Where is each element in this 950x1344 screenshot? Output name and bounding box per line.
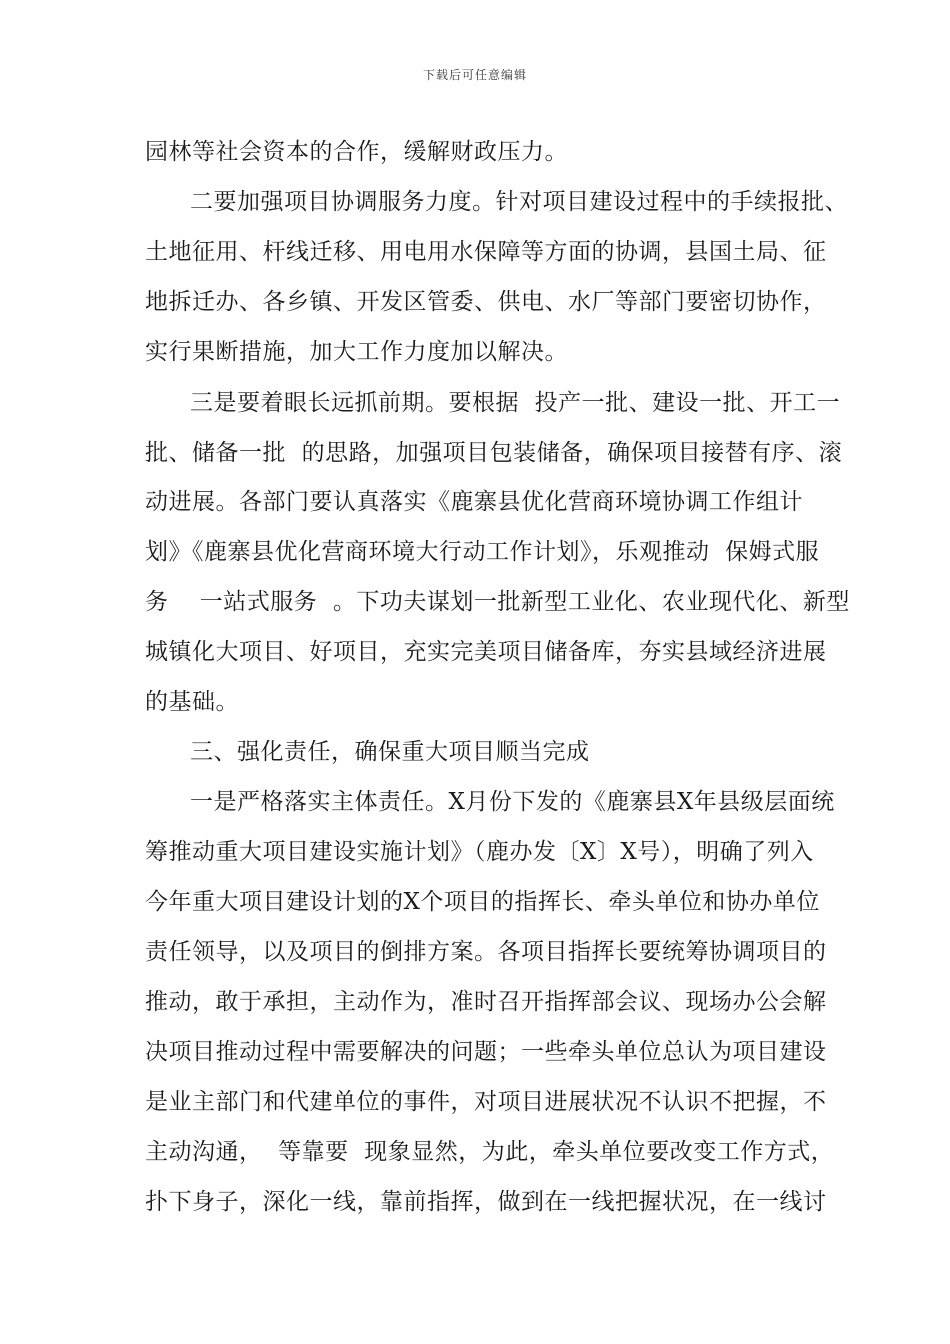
text-line: 一是严格落实主体责任。X月份下发的《鹿寨县X年县级层面统 (190, 789, 835, 815)
text-line: 扑下身子，深化一线，靠前指挥，做到在一线把握状况，在一线讨 (145, 1189, 827, 1215)
page-header: 下载后可任意编辑 (422, 68, 527, 82)
text-line: 划》《鹿寨县优化营商环境大行动工作计划》，乐观推动 保姆式服 (145, 539, 820, 565)
text-line: 今年重大项目建设计划的X个项目的指挥长、牵头单位和协办单位 (145, 889, 820, 915)
text-line: 地拆迁办、各乡镇、开发区管委、供电、水厂等部门要密切协作， (145, 289, 827, 315)
text-line: 的基础。 (145, 689, 239, 715)
text-line: 推动，敢于承担，主动作为，准时召开指挥部会议、现场办公会解 (145, 989, 827, 1015)
text-line: 主动沟通， 等靠要 现象显然，为此，牵头单位要改变工作方式， (145, 1139, 835, 1165)
text-line: 二要加强项目协调服务力度。针对项目建设过程中的手续报批、 (190, 189, 848, 215)
text-line: 土地征用、杆线迁移、用电用水保障等方面的协调，县国土局、征 (145, 239, 827, 265)
text-line: 是业主部门和代建单位的事件，对项目进展状况不认识不把握，不 (145, 1089, 827, 1115)
text-line: 决项目推动过程中需要解决的问题；一些牵头单位总认为项目建设 (145, 1039, 827, 1065)
section-heading: 三、强化责任，确保重大项目顺当完成 (190, 739, 590, 765)
text-line: 园林等社会资本的合作，缓解财政压力。 (145, 139, 568, 165)
text-line: 动进展。各部门要认真落实《鹿寨县优化营商环境协调工作组计 (145, 489, 803, 515)
text-line: 批、储备一批 的思路，加强项目包装储备，确保项目接替有序、滚 (145, 440, 843, 466)
text-line: 责任领导，以及项目的倒排方案。各项目指挥长要统筹协调项目的 (145, 939, 827, 965)
text-line: 三是要着眼长远抓前期。要根据 投产一批、建设一批、开工一 (190, 390, 841, 416)
text-line: 筹推动重大项目建设实施计划》（鹿办发〔X〕X号），明确了列入 (145, 839, 814, 865)
text-line: 务 一站式服务 。下功夫谋划一批新型工业化、农业现代化、新型 (145, 589, 850, 615)
text-line: 实行果断措施，加大工作力度加以解决。 (145, 339, 568, 365)
text-line: 城镇化大项目、好项目，充实完美项目储备库，夯实县域经济进展 (145, 639, 827, 665)
